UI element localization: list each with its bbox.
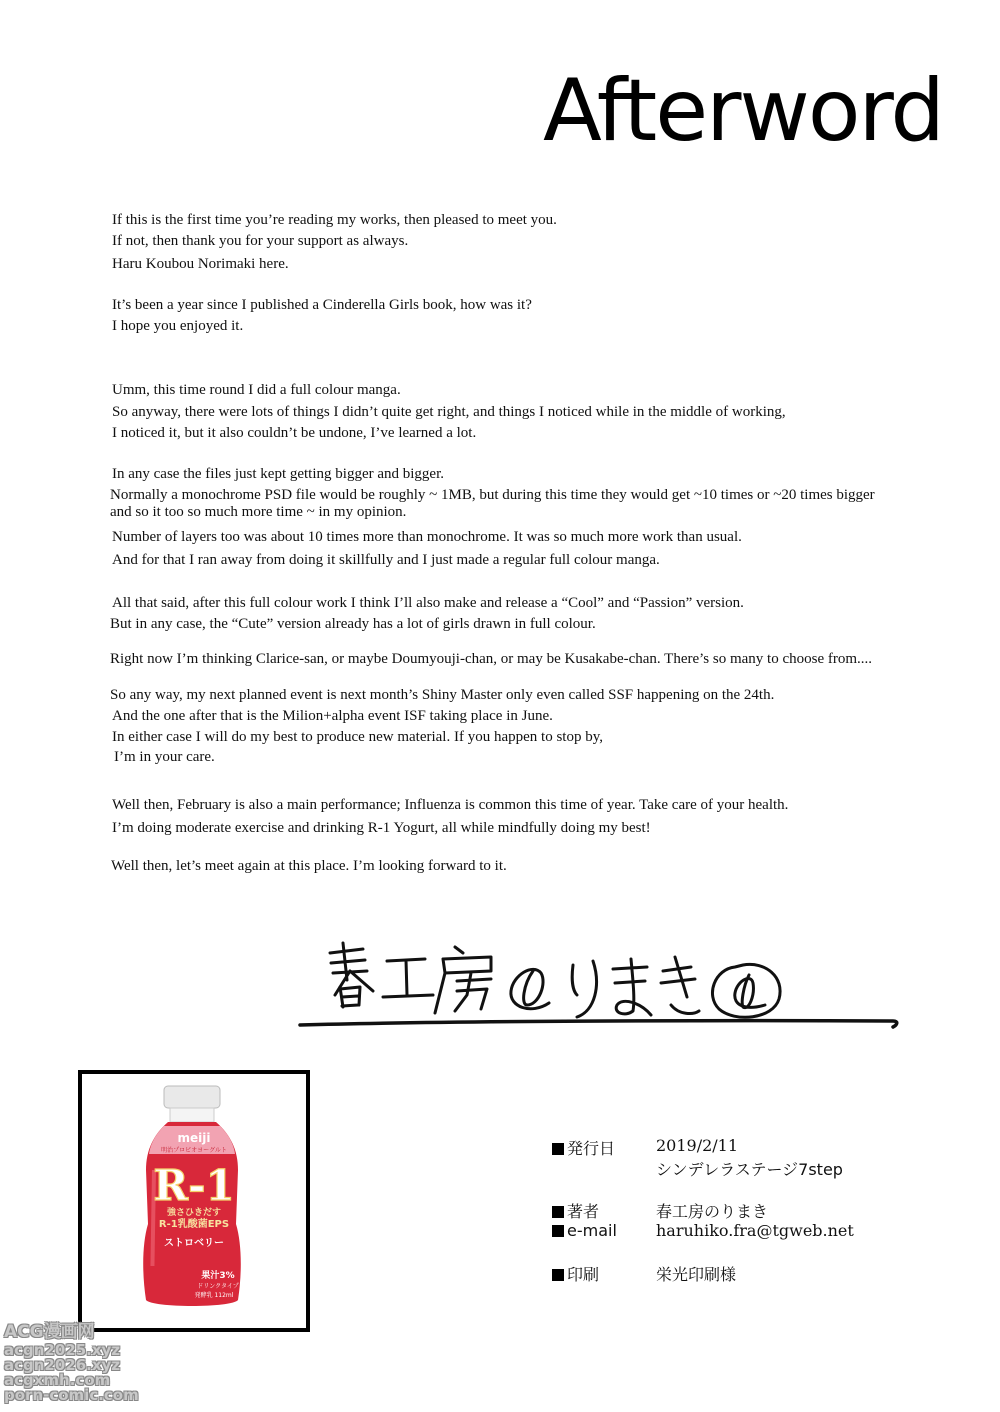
watermark-text: porn-comic.com: [4, 1386, 139, 1404]
watermark-text: ACG漫画网: [4, 1322, 95, 1342]
paragraph-line: Number of layers too was about 10 times more than monochrome. It was so much more work than usual.: [112, 529, 742, 545]
paragraph-line: I’m in your care.: [114, 749, 215, 765]
paragraph-line: Right now I’m thinking Clarice-san, or maybe Doumyouji-chan, or may be Kusakabe-chan. There’s so many to choose from....: [110, 651, 873, 667]
paragraph-line: So anyway, there were lots of things I didn’t quite get right, and things I noticed while in the middle of working,: [112, 404, 786, 420]
paragraph-line: So any way, my next planned event is next month’s Shiny Master only even called SSF happening on the 24th.: [110, 687, 775, 703]
watermark-text: acgxmh.com: [4, 1371, 111, 1389]
paragraph-line: I noticed it, but it also couldn’t be undone, I’ve learned a lot.: [112, 425, 477, 441]
product-image-frame: [78, 1070, 310, 1332]
product-subline: R-1乳酸菌EPS: [158, 1219, 230, 1230]
colophon-value-date: 2019/2/11: [656, 1136, 739, 1155]
paragraph-line: But in any case, the “Cute” version already has a lot of girls drawn in full colour.: [110, 616, 596, 632]
paragraph-line: I hope you enjoyed it.: [112, 318, 244, 334]
paragraph-line: In either case I will do my best to produce new material. If you happen to stop by,: [112, 729, 603, 745]
paragraph-line: I’m doing moderate exercise and drinking R-1 Yogurt, all while mindfully doing my best!: [112, 820, 651, 836]
paragraph-line: and so it too so much more time ~ in my opinion.: [110, 504, 407, 520]
colophon-label-printer: 印刷: [552, 1262, 599, 1285]
handwritten-signature: [295, 925, 905, 1035]
bullet-square-icon: [552, 1143, 564, 1155]
colophon-value-email: haruhiko.fra@tgweb.net: [656, 1221, 854, 1240]
paragraph-line: It’s been a year since I published a Cinderella Girls book, how was it?: [112, 297, 532, 313]
product-flavor: ストロベリー: [164, 1238, 224, 1249]
paragraph-line: In any case the files just kept getting bigger and bigger.: [112, 466, 444, 482]
colophon-value-printer: 栄光印刷様: [656, 1265, 737, 1284]
colophon-value-event: シンデレラステージ7step: [656, 1160, 843, 1179]
colophon-label-date: 発行日: [552, 1136, 615, 1159]
paragraph-line: And the one after that is the Milion+alpha event ISF taking place in June.: [112, 708, 553, 724]
product-top-label: 明治プロビオヨーグルト: [161, 1147, 227, 1154]
bullet-square-icon: [552, 1225, 564, 1237]
product-brand: meiji: [177, 1131, 211, 1145]
paragraph-line: Umm, this time round I did a full colour manga.: [112, 382, 401, 398]
bullet-square-icon: [552, 1269, 564, 1281]
watermark-text: acgn2026.xyz: [4, 1356, 121, 1374]
paragraph-line: If this is the first time you’re reading my works, then pleased to meet you.: [112, 212, 557, 228]
product-type: ドリンクタイプ: [197, 1283, 239, 1290]
colophon-label-author: 著者: [552, 1199, 599, 1222]
product-juice: 果汁3%: [201, 1271, 235, 1281]
bullet-square-icon: [552, 1206, 564, 1218]
watermark-text: acgn2025.xyz: [4, 1341, 121, 1359]
yogurt-bottle-illustration: [82, 1074, 306, 1328]
product-name: R-1: [153, 1161, 235, 1210]
paragraph-line: All that said, after this full colour work I think I’ll also make and release a “Cool” and “Passion” version.: [112, 595, 744, 611]
paragraph-line: Normally a monochrome PSD file would be roughly ~ 1MB, but during this time they would get ~10 times or ~20 times bigger: [110, 487, 875, 503]
page-title: Afterword: [543, 61, 943, 161]
product-tagline: 強さひきだす: [166, 1208, 222, 1218]
colophon-label-email: e-mail: [552, 1221, 617, 1240]
paragraph-line: Haru Koubou Norimaki here.: [112, 256, 289, 272]
paragraph-line: Well then, February is also a main performance; Influenza is common this time of year. Take care of your health.: [112, 797, 789, 813]
paragraph-line: If not, then thank you for your support as always.: [112, 233, 409, 249]
paragraph-line: Well then, let’s meet again at this place. I’m looking forward to it.: [111, 858, 507, 874]
colophon-value-author: 春工房のりまき: [656, 1202, 769, 1221]
product-volume: 発酵乳 112ml: [194, 1292, 234, 1299]
paragraph-line: And for that I ran away from doing it skillfully and I just made a regular full colour manga.: [112, 552, 660, 568]
